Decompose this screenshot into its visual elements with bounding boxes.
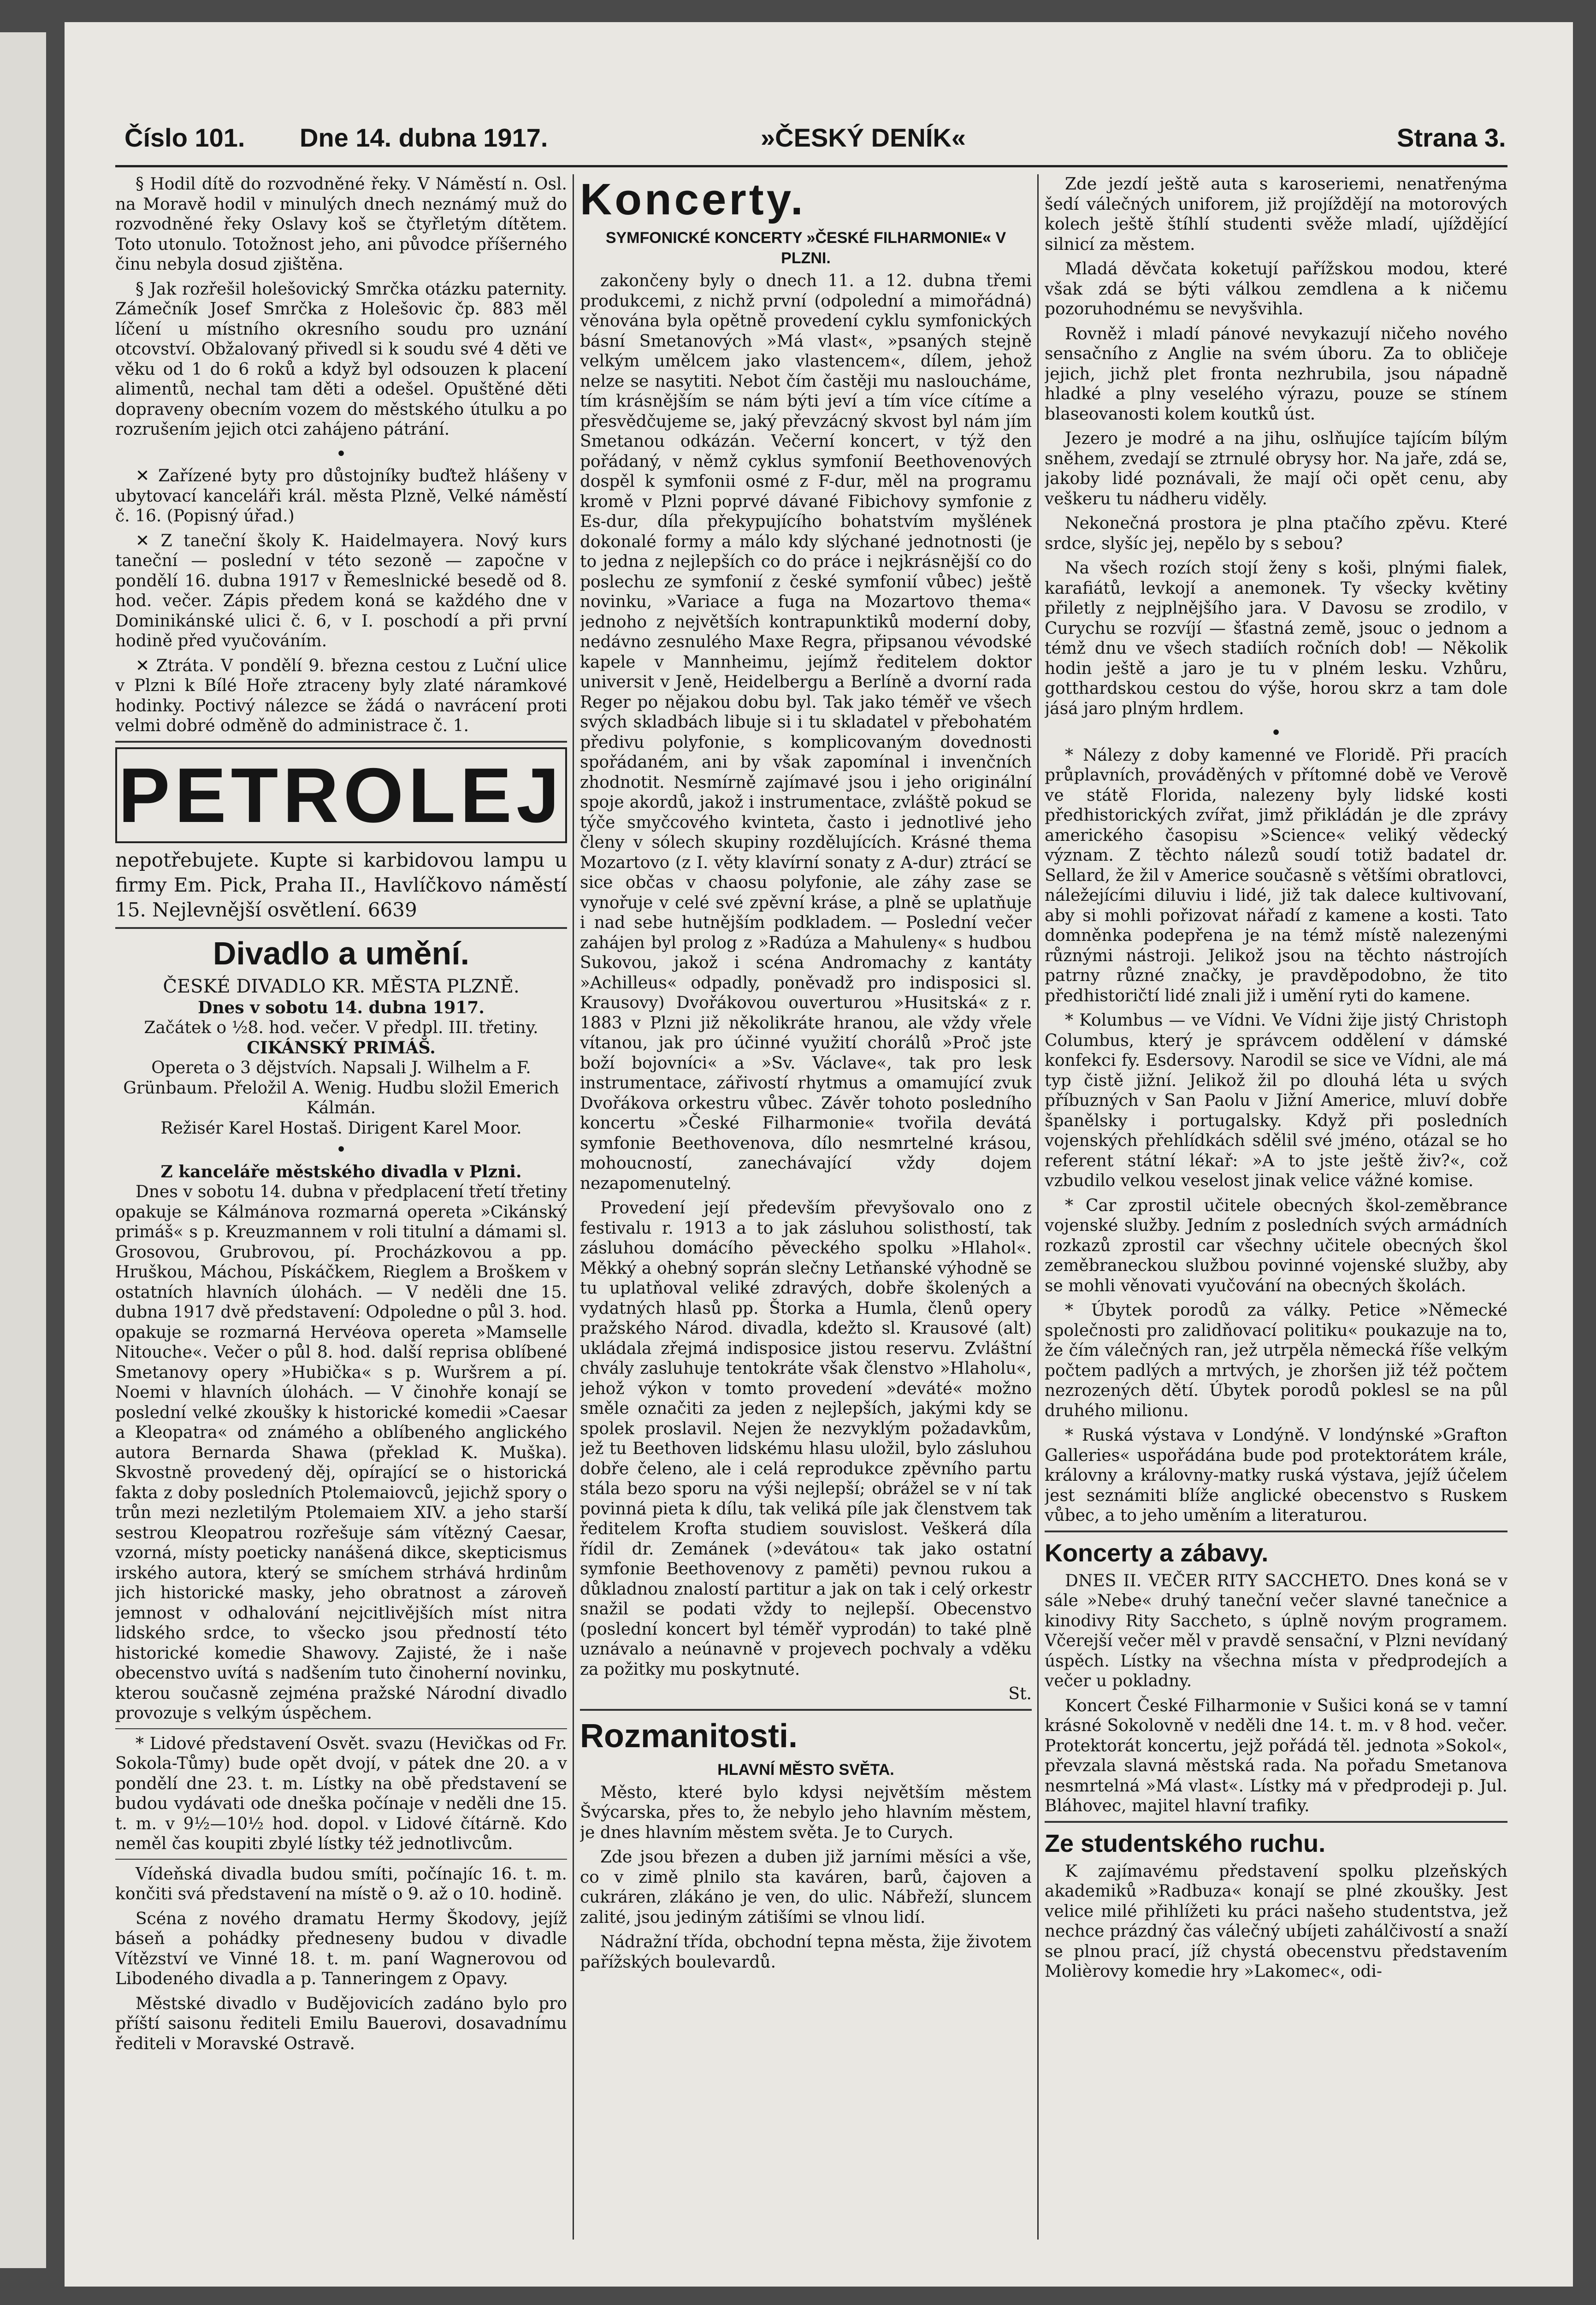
article-paragraph: Scéna z nového dramatu Hermy Škodovy, jejíž báseň a pohádky předneseny budou v divadle Vítězství ve Vinné 18. t. m. paní Wagnerovou od Libodeného divadla a p. Tanneringem z Opavy. [115, 1909, 567, 1988]
article-paragraph: zakončeny byly o dnech 11. a 12. dubna třemi produkcemi, z nichž první (odpolední a mimořádná) věnována byla opětně provedení cyklu symfonických básní Smetanových »Má vlast«, »psaných stejně velkým umělcem jako vlastencem«, dílem, jehož nelze se nasytiti. Nebot čím častěji mu nasloucháme, tím krásnějším se nám býti jeví a tím více cítíme a přesvědčujeme se, jaký převzácný skvost byl nám jím Smetanou odkázán. Večerní koncert, v týž den pořádaný, v němž cyklus symfonií Beethovenových dospěl k symfonii osmé z F-dur, měl na programu kromě v Plzni poprvé dávané Fibichovy symfonie z Es-dur, díla překypujícího bohatstvím myšlének dokonalé formy a málo kdy slýchané jednotnosti (je to jedna z nejlepších co do práce i nejkrásnější co do poslechu ze symfonií z české symfonií vůbec) ještě novinku, »Variace a fuga na Mozartovo thema« jednoho z největších kontrapunktiků moderní doby, nedávno zesnulého Maxe Regra, připsanou vévodské kapele v Mannheimu, jejímž ředitelem doktor universit v Jeně, Heidelbergu a Berlíně a dvorní rada Reger po nějakou dobu byl. Tak jako téměř ve všech svých skladbách libuje si i tu skladatel v přebohatém předivu polyfonie, s komplicovaným dovednosti spořádaném, ani by však zapomínal i invenčních zhodnotit. Nesmírně zajímavé jsou i jeho originální spoje akordů, jakož i instrumentace, zvláště pokud se týče smyčcového kvinteta, často i jednotlivé jeho členy v sólech skupiny rozdělujících. Krásné thema Mozartovo (z I. věty klavírní sonaty z A-dur) ztrácí se sice občas v chaosu polyfonie, ale záhy zase se vynořuje v celé své zpěvní kráse, a plně se uplatňuje i nad sebe hutnějším podkladem. — Poslední večer zahájen byl prolog z »Radúza a Mahuleny« s hudbou Sukovou, jakož i scéna Andromachy z kantáty »Achilleus« odpadly, poněvadž pro indisposici sl. Krausovy) Dvořákovou ouverturou »Husitská« z r. 1883 v Plzni již několikráte hranou, ale vždy vřele vítanou, jak pro účinné využití chorálů »Proč jste boží bojovníci« a »Sv. Václave«, tak pro lesk instrumentace, zářivostí rhytmus a omamující zvuk Dvořákova orkestru vůbec. Závěr tohoto posledního koncertu »České Filharmonie« tvořila devátá symfonie Beethovenova, dílo nesmrtelné krásou, mohoucností, zanechávající vždy dojem nezapomenutelný. [580, 272, 1032, 1193]
article-paragraph: Provedení její především převyšovalo ono z festivalu r. 1913 a to jak zásluhou solisthostí, tak zásluhou domácího pěveckého spolku »Hlahol«. Měkký a ohebný soprán slečny Letňanské výhodně se tu uplatňoval veliké zdravých, dobře školených a vydatných hlasů pp. Štorka a Humla, členů opery pražského Národ. divadla, kdežto sl. Krausové (alt) ukládala zřejmá indisposice jistou reservu. Zvláštní chvály zasluhuje tentokráte však členstvo »Hlaholu«, jehož výkon v tomto provedení »deváté« možno směle označiti za jeden z nejlepších, jakými kdy se spolek proslavil. Nejen že nezvyklým požadavkům, jež tu Beethoven lidskému hlasu uložil, bylo zásluhou dobře čeleno, ale i celá reprodukce zpěvního partu stála bezo sporu na výši nejlepší; obrážel se v ní tak povinná pieta k dílu, tak veliká píle jak členstvem tak ředitelem Krofta studiem souvislost. Veškerá díla řídil dr. Zemánek (»devátou« tak jako ostatní symfonie Beethovenovy z paměti) pevnou rukou a důkladnou znalostí partitur a jak on tak i celý orkestr snažil se podati vždy to nejlepší. Obecenstvo (poslední koncert byl téměř vyprodán) to také plně uznávalo a neúnavně v projevech pochvaly a vděku za požitky mu poskytnuté. [580, 1199, 1032, 1679]
article-paragraph: Koncert České Filharmonie v Sušici koná se v tamní krásné Sokolovně v neděli dne 14. t. m. v 8 hod. večer. Protektorát koncertu, jejž pořádá těl. jednota »Sokol«, převzala slavná městská rada. Na pořadu Smetanova nesmrtelná »Má vlast«. Lístky má v předprodeji p. Jul. Bláhovec, majitel hlavní trafiky. [1045, 1696, 1507, 1815]
theatre-date: Dnes v sobotu 14. dubna 1917. [198, 998, 485, 1017]
issue-number: Číslo 101. [124, 123, 245, 152]
article-paragraph: Rovněž i mladí pánové nevykazují ničeho nového sensačního z Anglie na svém úboru. Za to obličeje jejich, jichž plet fronta nezhrubila, jsou nápadně hladké a plny veselého výrazu, pouze se stínem blaseovanosti kolem koutků úst. [1045, 324, 1507, 424]
section-title: Koncerty a zábavy. [1045, 1539, 1269, 1567]
divider [115, 927, 567, 929]
theatre-name: ČESKÉ DIVADLO KR. MĚSTA PLZNĚ. [163, 975, 520, 997]
theatre-description: Opereta o 3 dějstvích. Napsali J. Wilhelm a F. Grünbaum. Přeložil A. Wenig. Hudbu složil Emerich Kálmán. [123, 1058, 559, 1117]
column-rule [573, 174, 574, 2240]
article-paragraph: § Jak rozřešil holešovický Smrčka otázku paternity. Zámečník Josef Smrčka z Holešovic čp. 883 měl líčení u místního okresního soudu pro uznání otcovství. Obžalovaný přivedl si k soudu své 4 děti ve věku od 1 do 6 roků a když byl odsouzen k placení alimentů, nechal tam děti a odešel. Opuštěné děti dopraveny obecním vozem do městského útulku a po rozrušením jejich otci zahájeno pátrání. [115, 279, 567, 439]
issue-date: Dne 14. dubna 1917. [300, 123, 548, 152]
section-title: Koncerty. [580, 175, 806, 224]
advertisement-text: nepotřebujete. Kupte si karbidovou lampu u firmy Em. Pick, Praha II., Havlíčkovo náměstí 15. Nejlevnější osvětlení. 6639 [115, 848, 567, 921]
article-paragraph: Jezero je modré a na jihu, oslňujíce tajícím bílým sněhem, zvedají se ztrnulé obrysy hor. Na jaře, zdá se, jakoby lidé poznávali, že mají oči opět cenu, aby veškeru tu nádheru viděly. [1045, 429, 1507, 508]
separator-bullet: • [336, 1139, 347, 1160]
divider [115, 1728, 567, 1729]
column-rule [1037, 174, 1039, 2240]
article-paragraph: K zajímavému představení spolku plzeňských akademiků »Radbuza« konají se plné zkoušky. Jest velice milé přihlížeti ku práci našeho studentstva, jež nechce prázdný čas válečný ubíjeti zahálčivostí a snaží se plnou prací, jíž chystá obecenstvu představením Molièrovy komedie hry »Lakomec«, odi- [1045, 1862, 1507, 1981]
article-signature: St. [1008, 1684, 1032, 1703]
newspaper-page [65, 22, 1573, 2287]
article-paragraph: § Hodil dítě do rozvodněné řeky. V Náměstí n. Osl. na Moravě hodil v minulých dnech neznámý muž do rozvodněné řeky Oslavy koš se čtyřletým dítětem. Toto utonulo. Totožnost jeho, ani původce příšerného činu nebyla dosud zjištěna. [115, 175, 567, 274]
notice-paragraph: ✕ Ztráta. V pondělí 9. března cestou z Luční ulice v Plzni k Bílé Hoře ztraceny byly zlaté náramkové hodinky. Poctivý nálezce se žádá o navrácení proti velmi dobré odměně do administrace č. 1. [115, 656, 567, 735]
separator-bullet: • [336, 443, 347, 465]
article-paragraph: Na všech rozích stojí ženy s koši, plnými fialek, karafiátů, levkojí a anemonek. Ty všecky květiny přiletly z nejplnějšího jara. V Davosu se zrodilo, v Curychu se rozvíjí — šťastná země, jsouc o jednom a témž dnu ve všech stadiích ročních dob! — Několik hodin ještě a jaro je tu v plném lesku. Vzhůru, gotthardskou cestou do výše, horou skrz a tam dole jásá jaro plným hrdlem. [1045, 559, 1507, 718]
divider [1045, 1531, 1507, 1532]
article-paragraph: Mladá děvčata koketují pařížskou modou, které však zdá se býti válkou zemdlena a k ničemu pozoruhodnému se nevyšvihla. [1045, 260, 1507, 319]
section-title: Rozmanitosti. [580, 1717, 798, 1755]
article-paragraph: * Kolumbus — ve Vídni. Ve Vídni žije jistý Christoph Columbus, který je správcem oddělení v dámské konfekci fy. Esdersovy. Narodil se sice ve Vídni, ale má typ čistě jižní. Jelikož žil po dlouhá léta u svých příbuzných v San Paolu v Jižní Americe, mluví dobře španělsky i portugalsky. Když při posledních vojenských přehlídkách sdělil své jméno, otázal se ho referent státní lékař: »A to jste ještě živ?«, což vzbudilo velkou veselost jinak velice vážné komise. [1045, 1011, 1507, 1190]
divider [115, 741, 567, 743]
office-heading: Z kanceláře městského divadla v Plzni. [160, 1162, 522, 1182]
article-paragraph: * Lidové představení Osvět. svazu (Hevičkas od Fr. Sokola-Tůmy) bude opět dvojí, v pátek dne 20. a v pondělí dne 23. t. m. Lístky na obě představení se budou vydávati ode dneška počínaje v neděli dne 15. t. m. v 9½—10½ hod. dopol. v Lidové čítárně. Kdo neměl čas koupiti zbylé lístky též jednotlivcům. [115, 1734, 567, 1853]
column-1 [115, 174, 567, 2240]
article-paragraph: Město, které bylo kdysi největším městem Švýcarska, přes to, že nebylo jeho hlavním městem, je dnes hlavním městem světa. Je to Curych. [580, 1783, 1032, 1842]
previous-page-edge [0, 32, 46, 2268]
divider [115, 1859, 567, 1860]
section-title: Ze studentského ruchu. [1045, 1829, 1326, 1857]
article-paragraph: Zde jsou březen a duben již jarními měsíci a vše, co v zimě plnilo sta kaváren, barů, čajoven a cukráren, zlákáno je ven, do ulic. Nábřeží, sluncem zalité, jsou jediným zátišími se vlnou lidí. [580, 1848, 1032, 1927]
page-header [115, 110, 1507, 167]
notice-paragraph: ✕ Z taneční školy K. Haidelmayera. Nový kurs taneční — poslední v této sezoně — započne v pondělí 16. dubna 1917 v Řemeslnické besedě od 8. hod. večer. Zápis předem koná se každého dne v Dominikánské ulici č. 6, v I. poschodí a při první hodině před vyučováním. [115, 531, 567, 650]
separator-bullet: • [1271, 722, 1282, 744]
notice-paragraph: ✕ Zařízené byty pro důstojníky buďtež hlášeny v ubytovací kanceláři král. města Plzně, Velké náměstí č. 16. (Popisný úřad.) [115, 467, 567, 526]
article-paragraph: * Car zprostil učitele obecných škol-zeměbrance vojenské služby. Jedním z posledních svých armádních rozkazů zprostil car všechny učitele obecných škol zeměbraneckou službou povinné vojenské služby, aby se mohli věnovati vyučování na obecných školách. [1045, 1196, 1507, 1295]
article-subhead: HLAVNÍ MĚSTO SVĚTA. [717, 1761, 894, 1779]
article-paragraph: * Ruská výstava v Londýně. V londýnské »Grafton Galleries« uspořádána bude pod protektorátem krále, královny a královny-matky ruská výstava, jejíž účelem jest seznámiti blíže anglické obecenstvo s Ruskem vůbec, a to jeho uměním a literaturou. [1045, 1426, 1507, 1525]
theatre-credits: Režisér Karel Hostaš. Dirigent Karel Moor. [160, 1118, 522, 1138]
article-paragraph: Zde jezdí ještě auta s karoseriemi, nenatřenýma šedí válečných uniforem, již projíždějí na motorových kolech ještě štíhlí studenti svěže mladí, ujíždějící silnicí za městem. [1045, 175, 1507, 254]
article-paragraph: Vídeňská divadla budou smíti, počínajíc 16. t. m. končiti svá představení na místě o 9. až o 10. hodině. [115, 1864, 567, 1903]
article-paragraph: Městské divadlo v Budějovicích zadáno bylo pro příští saisonu řediteli Emilu Bauerovi, dosavadnímu řediteli v Moravské Ostravě. [115, 1994, 567, 2053]
divider [580, 1709, 1032, 1711]
column-3 [1045, 174, 1507, 2240]
article-paragraph: Nádražní třída, obchodní tepna města, žije životem pařížských boulevardů. [580, 1933, 1032, 1972]
article-paragraph: DNES II. VEČER RITY SACCHETO. Dnes koná se v sále »Nebe« druhý taneční večer slavné tanečnice a kinodivy Rity Saccheto, s úplně novým programem. Včerejší večer měl v pravdě sensační, v Plzni nevídaný úspěch. Lístky na všechna místa v předprodejích a večer u pokladny. [1045, 1571, 1507, 1690]
article-paragraph: * Úbytek porodů za války. Petice »Německé společnosti pro zalidňovací politiku« poukazuje na to, že čím válečných ran, jež utrpěla německá říše velkým počtem padlých a mrtvých, je zhoršen již též počtem nezrozených dětí. Úbytek porodů poklesl se na půl druhého milionu. [1045, 1301, 1507, 1420]
article-paragraph: Dnes v sobotu 14. dubna v předplacení třetí třetiny opakuje se Kálmánova rozmarná opereta »Cikánský primáš« s p. Kreuzmannem v roli titulní a dámami sl. Grosovou, Grubrovou, pí. Procházkovou a pp. Hruškou, Máchou, Pískáčkem, Rieglem a Broškem v ostatních hlavních úlohách. — V neděli dne 15. dubna 1917 dvě představení: Odpoledne o půl 3. hod. opakuje se rozmarná Hervéova opereta »Mamselle Nitouche«. Večer o půl 8. hod. další reprisa oblíbené Smetanovy opery »Hubička« s p. Wuršrem a pí. Noemi v hlavních úlohách. — V činohře konají se poslední velké zkoušky k historické komedii »Caesar a Kleopatra« od známého a oblíbeného anglického autora Bernarda Shawa (překlad K. Muška). Skvostně provedený děj, opírající se o historická fakta z doby posledních Ptolemaiovců, jejichž spory o trůn mezi nezletilým Ptolemaiem XIV. a jeho starší sestrou Kleopatrou rozřešuje sám vítězný Caesar, vzorná, místy poeticky nanášená dikce, skepticismus irského autora, který se smíchem strhává hrdinům jich historické masky, jeho obratnost a zároveň jemnost v odhalování nejcitlivějších míst nitra lidského srdce, to všecko jsou předností této historické komedie Shawovy. Zajisté, že i naše obecenstvo uvítá s nadšením tuto činoherní novinku, kterou současně zejména pražské Národní divadlo provozuje s velkým úspěchem. [115, 1182, 567, 1723]
article-paragraph: Nekonečná prostora je plna ptačího zpěvu. Které srdce, slyšíc jej, nepělo by s sebou? [1045, 514, 1507, 553]
divider [1045, 1821, 1507, 1823]
section-title: Divadlo a umění. [213, 935, 470, 971]
article-subhead: SYMFONICKÉ KONCERTY »ČESKÉ FILHARMONIE« V PLZNI. [605, 229, 1006, 267]
theatre-time: Začátek o ½8. hod. večer. V předpl. III. třetiny. [144, 1018, 538, 1037]
column-2 [580, 174, 1032, 2240]
theatre-play: CIKÁNSKÝ PRIMÁŠ. [247, 1038, 436, 1058]
advertisement-title: PETROLEJ [115, 747, 567, 843]
page-number: Strana 3. [1397, 123, 1506, 152]
article-paragraph: * Nálezy z doby kamenné ve Floridě. Při pracích průplavních, prováděných v přítomné době ve Verově ve státě Florida, nalezeny byly lidské kosti předhistorických zvířat, jimž přikládán je dle zprávy amerického časopisu »Science« veliký vědecký význam. Z těchto nálezů soudí totiž badatel dr. Sellard, že žil v Americe současně s většími obratlovci, náležejícími diluviu i lidé, již tak dalece kultivovaní, aby si mohli pořizovat nářadí z kamene a kosti. Tato domněnka podepřena je na témž místě nalezenými různými nástroji. Jelikož jsou na těchto nástrojích patrny různé značky, je pravděpodobno, že tito předhistoričtí lidé znali již i umění ryti do kamene. [1045, 745, 1507, 1005]
masthead: »ČESKÝ DENÍK« [761, 123, 966, 152]
